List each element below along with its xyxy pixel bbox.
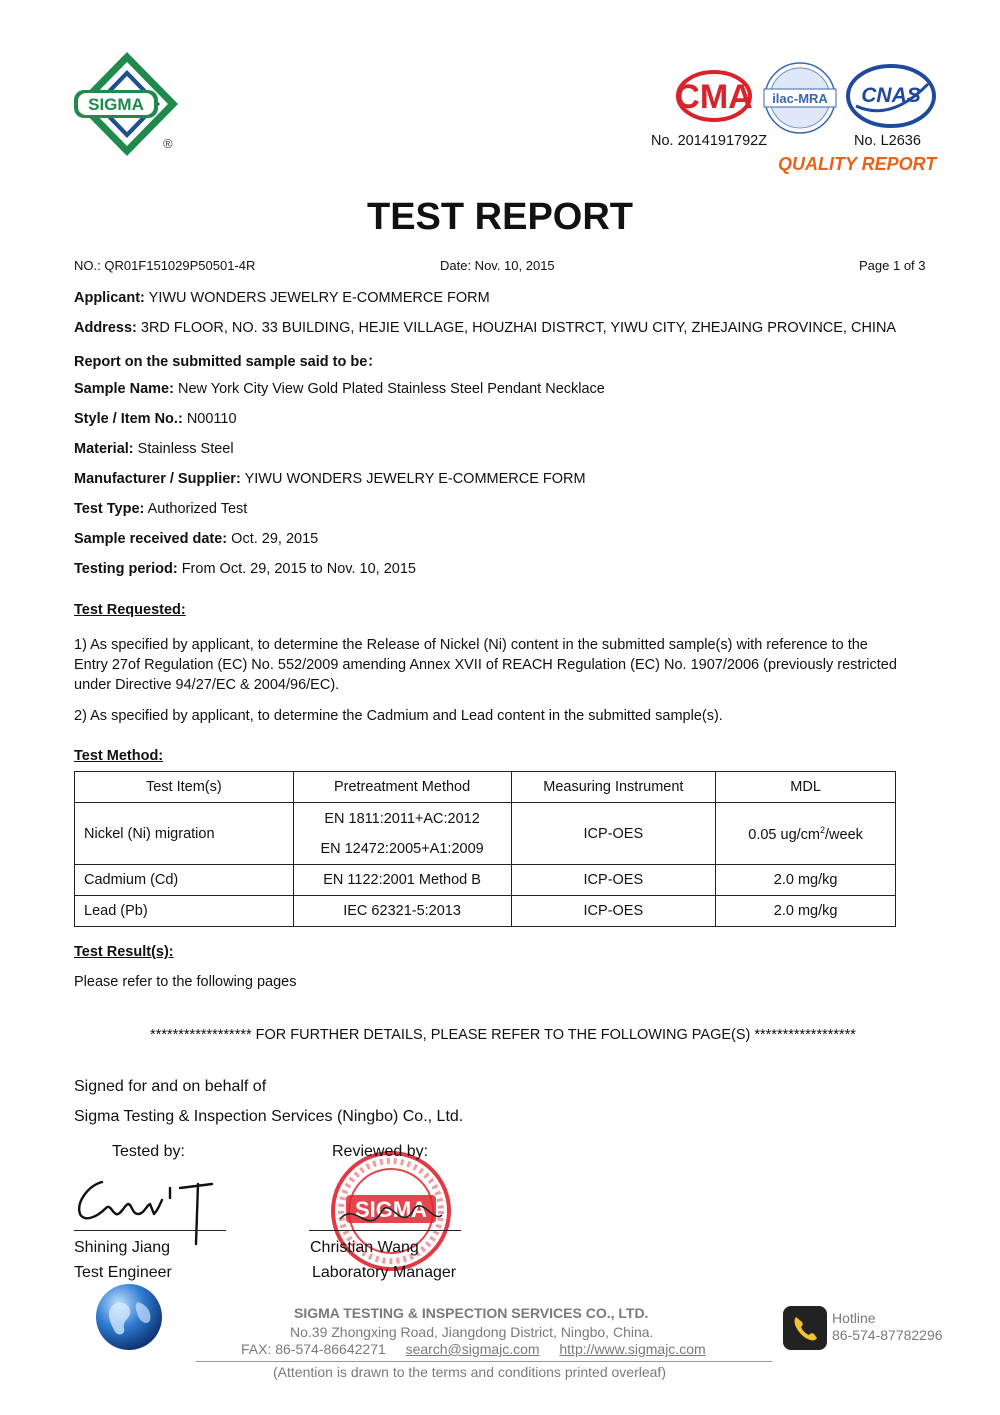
field-material xyxy=(74,441,234,457)
field-value: Authorized Test xyxy=(147,501,248,517)
table-cell: EN 1122:2001 Method B xyxy=(293,865,511,896)
field-received-date xyxy=(74,531,318,547)
table-cell: ICP-OES xyxy=(511,803,716,865)
test-requested-heading: Test Requested: xyxy=(74,602,186,618)
table-cell: 2.0 mg/kg xyxy=(716,865,896,896)
paragraph-line: Entry 27of Regulation (EC) No. 552/2009 amending Annex XVII of REACH Regulation (EC) No. 1907/2006 (previously restricted xyxy=(74,657,897,673)
field-label: Test Type: xyxy=(74,501,145,517)
cert-number-cnas: No. L2636 xyxy=(854,133,921,149)
reviewed-by-label: Reviewed by: xyxy=(332,1143,429,1160)
reviewer-title: Laboratory Manager xyxy=(312,1264,457,1281)
table-header-row xyxy=(75,772,896,803)
tester-signature xyxy=(72,1160,222,1246)
mdl-unit: /week xyxy=(825,826,863,843)
report-date: Date: Nov. 10, 2015 xyxy=(440,258,555,273)
table-cell: Cadmium (Cd) xyxy=(75,865,294,896)
reviewer-name: Christian Wang xyxy=(310,1239,419,1256)
field-testing-period xyxy=(74,561,416,577)
table-row xyxy=(75,865,896,896)
tester-name: Shining Jiang xyxy=(74,1239,171,1256)
test-requested-item-2: 2) As specified by applicant, to determine the Cadmium and Lead content in the submitted sample(s). xyxy=(74,708,723,724)
column-header: Measuring Instrument xyxy=(511,772,716,803)
globe-icon xyxy=(94,1282,164,1352)
tester-title: Test Engineer xyxy=(74,1264,172,1281)
mdl-superscript: 2 xyxy=(820,824,826,835)
test-results-heading: Test Result(s): xyxy=(74,944,174,960)
field-value: Stainless Steel xyxy=(137,441,234,457)
field-value: From Oct. 29, 2015 to Nov. 10, 2015 xyxy=(181,561,416,577)
test-results-text: Please refer to the following pages xyxy=(74,974,297,990)
footer-divider xyxy=(196,1361,772,1362)
column-header: Pretreatment Method xyxy=(293,772,511,803)
hotline-number: 86-574-87782296 xyxy=(832,1327,943,1343)
paragraph-line: 1) As specified by applicant, to determine the Release of Nickel (Ni) content in the submitted sample(s) with reference to the xyxy=(74,637,868,653)
table-cell: 2.0 mg/kg xyxy=(716,896,896,927)
table-cell: ICP-OES xyxy=(511,865,716,896)
report-number: NO.: QR01F151029P50501-4R xyxy=(74,258,256,273)
svg-text:CNAS: CNAS xyxy=(861,84,921,107)
test-method-heading: Test Method: xyxy=(74,748,164,764)
method-line: EN 1811:2011+AC:2012 xyxy=(324,810,480,827)
reviewer-stamp xyxy=(316,1145,466,1277)
field-label: Material: xyxy=(74,441,134,457)
footer-website-link[interactable]: http://www.sigmajc.com xyxy=(559,1341,706,1357)
field-value: N00110 xyxy=(186,411,237,427)
cma-logo xyxy=(676,70,752,122)
field-test-type xyxy=(74,501,247,517)
field-value: YIWU WONDERS JEWELRY E-COMMERCE FORM xyxy=(244,471,586,487)
column-header: MDL xyxy=(716,772,896,803)
footer-address: No.39 Zhongxing Road, Jiangdong District, Ningbo, China. xyxy=(290,1324,654,1340)
field-value: New York City View Gold Plated Stainless Steel Pendant Necklace xyxy=(177,381,605,397)
field-sample-name xyxy=(74,381,605,397)
paragraph-line: under Directive 94/27/EC & 2004/96/EC). xyxy=(74,677,340,693)
cert-number-cma: No. 2014191792Z xyxy=(651,133,768,149)
table-cell xyxy=(716,803,896,865)
phone-icon xyxy=(782,1305,828,1351)
field-label: Applicant: xyxy=(74,290,145,306)
footer-company: SIGMA TESTING & INSPECTION SERVICES CO., LTD. xyxy=(294,1305,649,1321)
field-manufacturer xyxy=(74,471,586,487)
field-label: Manufacturer / Supplier: xyxy=(74,471,241,487)
ilac-mra-logo xyxy=(760,60,840,136)
table-row xyxy=(75,803,896,865)
svg-text:CMA: CMA xyxy=(676,78,752,116)
footer-contact xyxy=(241,1341,706,1357)
method-line: EN 12472:2005+A1:2009 xyxy=(320,840,484,857)
signed-behalf-line1: Signed for and on behalf of xyxy=(74,1078,267,1095)
field-value: Oct. 29, 2015 xyxy=(231,531,319,547)
field-value: 3RD FLOOR, NO. 33 BUILDING, HEJIE VILLAGE, HOUZHAI DISTRCT, YIWU CITY, ZHEJAING PROVINCE, CHINA xyxy=(140,320,897,336)
svg-text:SIGMA: SIGMA xyxy=(88,95,144,114)
page-number: Page 1 of 3 xyxy=(859,258,926,273)
field-value: YIWU WONDERS JEWELRY E-COMMERCE FORM xyxy=(148,290,490,306)
svg-text:SIGMA: SIGMA xyxy=(354,1197,428,1222)
table-cell: Nickel (Ni) migration xyxy=(75,803,294,865)
column-header: Test Item(s) xyxy=(75,772,294,803)
field-applicant xyxy=(74,290,490,306)
cnas-logo xyxy=(846,62,936,130)
table-cell: IEC 62321-5:2013 xyxy=(293,896,511,927)
table-row xyxy=(75,896,896,927)
field-report-on xyxy=(74,350,382,371)
page-title: TEST REPORT xyxy=(366,196,634,238)
table-cell: Lead (Pb) xyxy=(75,896,294,927)
table-cell: ICP-OES xyxy=(511,896,716,927)
hotline-label: Hotline xyxy=(832,1310,876,1326)
registered-mark: ® xyxy=(163,136,173,151)
svg-text:ilac-MRA: ilac-MRA xyxy=(772,91,828,106)
footer-attention: (Attention is drawn to the terms and conditions printed overleaf) xyxy=(273,1364,666,1380)
field-label: Style / Item No.: xyxy=(74,411,183,427)
table-cell xyxy=(293,803,511,865)
field-label: Sample received date: xyxy=(74,531,228,547)
test-method-table xyxy=(74,771,896,927)
signed-behalf-line2: Sigma Testing & Inspection Services (Ningbo) Co., Ltd. xyxy=(74,1108,464,1125)
reviewer-signature-line xyxy=(309,1230,461,1231)
field-label: Report on the submitted sample said to be： xyxy=(74,354,382,370)
further-details-note: ****************** FOR FURTHER DETAILS, PLEASE REFER TO THE FOLLOWING PAGE(S) ****************** xyxy=(150,1027,856,1043)
tested-by-label: Tested by: xyxy=(112,1143,185,1160)
tester-signature-line xyxy=(74,1230,226,1231)
mdl-value: 0.05 ug/cm xyxy=(748,826,821,843)
field-label: Testing period: xyxy=(74,561,178,577)
test-requested-item-1 xyxy=(74,635,934,695)
field-style-item xyxy=(74,411,237,427)
field-address xyxy=(74,320,896,336)
field-label: Address: xyxy=(74,320,137,336)
field-label: Sample Name: xyxy=(74,381,174,397)
footer-email-link[interactable]: search@sigmajc.com xyxy=(405,1341,540,1357)
quality-report-label: QUALITY REPORT xyxy=(778,154,937,174)
footer-fax: FAX: 86-574-86642271 xyxy=(241,1341,386,1357)
